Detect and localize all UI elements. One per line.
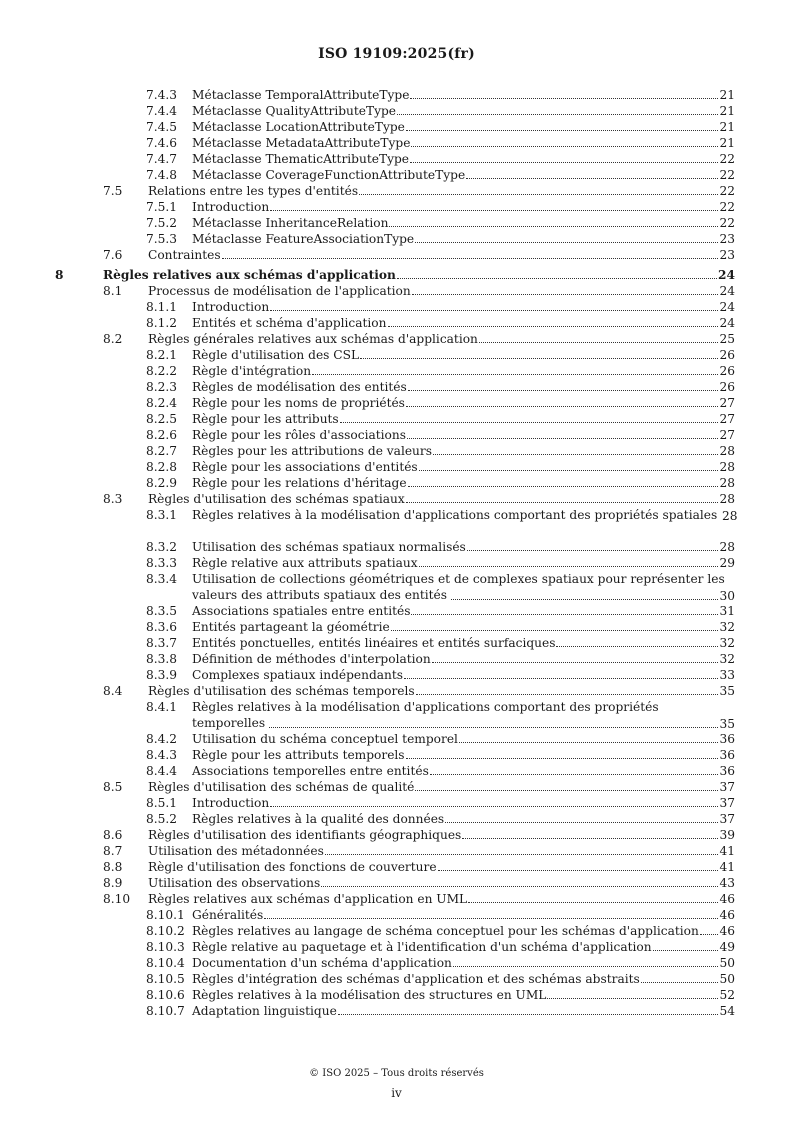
toc-entry[interactable] [0,891,793,907]
toc-entry-page: 24 [719,316,735,330]
toc-entry-title: Règle pour les attributs temporels [192,748,405,762]
toc-entry-page: 24 [719,284,735,298]
dot-leader [419,555,719,567]
toc-entry-title: Règles de modélisation des entités [192,380,407,394]
toc-entry-page: 25 [719,332,735,346]
dot-leader [388,315,719,327]
toc-entry-number: 8.2.6 [146,428,178,442]
toc-entry-title: Utilisation de collections géométriques et de complexes spatiaux pour représenter les valeurs des attributs spatiaux des entités [192,572,725,602]
toc-entry-title: Associations spatiales entre entités [192,604,411,618]
toc-entry-title: Règle pour les relations d'héritage [192,476,407,490]
dot-leader [468,891,718,903]
dot-leader [222,247,719,259]
toc-entry-number: 8.5.2 [146,812,178,826]
toc-entry-page: 39 [719,828,735,842]
toc-entry-title: Processus de modélisation de l'application [148,284,411,298]
toc-entry-page: 29 [719,556,735,570]
dot-leader [397,103,718,115]
toc-entry-title: Métaclasse InheritanceRelation [192,216,389,230]
toc-entry-number: 8.3.6 [146,620,178,634]
toc-entry-number: 7.4.4 [146,104,178,118]
toc-entry-page: 21 [719,88,735,102]
toc-entry-number: 7.5.2 [146,216,178,230]
toc-entry[interactable] [0,859,793,875]
toc-entry-title: Relations entre les types d'entités [148,184,359,198]
toc-entry[interactable] [0,315,793,331]
toc-entry-page: 46 [719,924,735,938]
toc-entry-number: 8.2.9 [146,476,178,490]
toc-entry[interactable] [0,491,793,507]
toc-entry-number: 8.4.1 [146,700,178,714]
toc-entry-title: Règle pour les attributs [192,412,339,426]
toc-entry-title: Contraintes [148,248,221,262]
dot-leader [411,603,718,615]
toc-entry-number: 7.4.5 [146,120,178,134]
toc-entry-number: 8.10.7 [146,1004,185,1018]
toc-entry-title: Utilisation des métadonnées [148,844,324,858]
toc-entry-number: 8 [55,268,64,282]
toc-entry-number: 7.5.3 [146,232,178,246]
toc-entry-number: 8.10.4 [146,956,185,970]
toc-entry-title: Associations temporelles entre entités [192,764,429,778]
toc-entry-page: 49 [719,940,735,954]
toc-entry-title: Métaclasse LocationAttributeType [192,120,405,134]
toc-entry-page: 22 [719,184,735,198]
toc-entry-number: 8.3.4 [146,572,178,586]
toc-entry-title: Métaclasse MetadataAttributeType [192,136,411,150]
document-header: ISO 19109:2025(fr) [318,46,475,62]
toc-entry-number: 8.4.3 [146,748,178,762]
dot-leader [430,763,719,775]
toc-entry-title: Entités partageant la géométrie [192,620,390,634]
toc-entry[interactable] [0,87,793,103]
toc-entry-title: Utilisation du schéma conceptuel temporel [192,732,458,746]
toc-entry[interactable] [0,987,793,1003]
toc-entry-page: 24 [719,300,735,314]
toc-entry-title: Règle relative aux attributs spatiaux [192,556,418,570]
dot-leader [547,987,718,999]
dot-leader [412,283,719,295]
toc-entry-title: Métaclasse TemporalAttributeType [192,88,410,102]
toc-entry-title: Métaclasse FeatureAssociationType [192,232,415,246]
dot-leader [391,619,719,631]
toc-entry-number: 8.10.1 [146,908,185,922]
dot-leader [453,955,719,967]
toc-entry[interactable] [0,827,793,843]
toc-entry[interactable] [0,939,793,955]
toc-entry[interactable] [0,247,793,263]
toc-entry[interactable] [0,363,793,379]
toc-entry-number: 8.6 [103,828,123,842]
toc-entry[interactable] [0,507,793,539]
toc-entry-number: 7.4.6 [146,136,178,150]
toc-entry[interactable] [0,731,793,747]
dot-leader [338,1003,719,1015]
toc-entry[interactable] [0,135,793,151]
toc-entry-title: Introduction [192,200,270,214]
toc-entry-page: 43 [719,876,735,890]
toc-entry[interactable] [0,395,793,411]
toc-entry-page: 37 [719,812,735,826]
dot-leader [416,683,719,695]
toc-entry-page: 36 [719,764,735,778]
dot-leader [407,427,718,439]
toc-entry[interactable] [0,167,793,183]
toc-entry-number: 8.3.8 [146,652,178,666]
toc-entry-title: Métaclasse ThematicAttributeType [192,152,409,166]
toc-entry-page: 26 [719,364,735,378]
toc-entry[interactable] [0,971,793,987]
toc-entry[interactable] [0,555,793,571]
toc-entry-page: 41 [719,860,735,874]
dot-leader [340,411,719,423]
toc-entry-number: 8.5 [103,780,123,794]
toc-entry-title: Règles d'utilisation des schémas de qualité [148,780,415,794]
toc-entry-title: Règle d'intégration [192,364,312,378]
toc-entry-page: 46 [719,908,735,922]
toc-entry-number: 8.2.5 [146,412,178,426]
dot-leader [419,459,719,471]
toc-entry-number: 7.5 [103,184,123,198]
toc-entry-title: Métaclasse CoverageFunctionAttributeType [192,168,466,182]
dot-leader [479,331,719,343]
dot-leader [397,267,717,279]
toc-entry-title: Introduction [192,300,270,314]
dot-leader [270,199,718,211]
toc-entry-title: Règle d'utilisation des fonctions de couverture [148,860,437,874]
toc-entry-title: Règles d'intégration des schémas d'application et des schémas abstraits [192,972,640,986]
toc-entry-page: 22 [719,168,735,182]
toc-entry[interactable] [0,795,793,811]
dot-leader [406,491,719,503]
toc-entry-title: Règles relatives aux schémas d'application [103,268,396,282]
toc-entry-page: 33 [719,668,735,682]
dot-leader [389,215,718,227]
toc-entry-number: 8.3.7 [146,636,178,650]
toc-entry[interactable] [0,683,793,699]
toc-entry-number: 8.3.9 [146,668,178,682]
dot-leader [360,347,718,359]
toc-entry-page: 22 [719,200,735,214]
toc-entry-title: Documentation d'un schéma d'application [192,956,452,970]
dot-leader [264,907,718,919]
toc-entry[interactable] [0,955,793,971]
dot-leader [270,795,718,807]
toc-entry[interactable] [0,151,793,167]
dot-leader [411,135,718,147]
toc-entry[interactable] [0,603,793,619]
toc-entry-number: 8.10 [103,892,131,906]
dot-leader [700,923,719,935]
toc-entry-title: Métaclasse QualityAttributeType [192,104,397,118]
toc-entry-page: 26 [719,380,735,394]
toc-entry-page: 32 [719,652,735,666]
toc-entry[interactable] [0,379,793,395]
toc-entry-number: 8.2.7 [146,444,178,458]
toc-entry[interactable] [0,923,793,939]
dot-leader [321,875,718,887]
toc-entry-number: 8.2.8 [146,460,178,474]
toc-entry-number: 8.1.2 [146,316,178,330]
dot-leader [459,731,719,743]
toc-entry[interactable] [0,843,793,859]
toc-entry-number: 8.10.3 [146,940,185,954]
toc-entry-page: 31 [719,604,735,618]
dot-leader [451,588,718,600]
toc-entry-title: Règles d'utilisation des identifiants géographiques [148,828,462,842]
toc-entry-page: 27 [719,428,735,442]
toc-entry[interactable] [0,635,793,651]
dot-leader [445,811,718,823]
toc-entry-title: Règle pour les associations d'entités [192,460,418,474]
toc-entry-title: Règles pour les attributions de valeurs [192,444,432,458]
toc-entry-title: Généralités [192,908,264,922]
toc-entry-title: Entités ponctuelles, entités linéaires et entités surfaciques [192,636,556,650]
toc-entry[interactable] [0,427,793,443]
toc-entry[interactable] [0,811,793,827]
dot-leader [467,539,719,551]
toc-entry-title: Règles relatives à la modélisation d'applications comportant des propriétés temporelles [192,700,659,730]
toc-entry-page: 26 [719,348,735,362]
toc-entry-title: Règles relatives à la modélisation d'applications comportant des propriétés spatiales [192,508,718,522]
toc-entry-page: 35 [719,717,735,731]
toc-entry[interactable] [0,215,793,231]
dot-leader [312,363,718,375]
toc-entry-number: 8.3 [103,492,123,506]
toc-entry-number: 8.3.1 [146,508,178,522]
copyright-footer: © ISO 2025 – Tous droits réservés [309,1068,484,1079]
dot-leader [433,443,719,455]
toc-entry-page: 37 [719,780,735,794]
toc-entry-title: Utilisation des observations [148,876,321,890]
toc-entry-title: Règle relative au paquetage et à l'identification d'un schéma d'application [192,940,652,954]
dot-leader [410,151,719,163]
dot-leader [462,827,718,839]
toc-entry-page: 28 [719,492,735,506]
dot-leader [415,779,718,791]
toc-entry[interactable] [0,651,793,667]
toc-entry-title: Règle d'utilisation des CSL [192,348,360,362]
dot-leader [653,939,719,951]
toc-entry[interactable] [0,459,793,475]
toc-entry-title: Définition de méthodes d'interpolation [192,652,431,666]
toc-entry-page: 24 [718,268,735,282]
toc-entry[interactable] [0,103,793,119]
toc-entry-title: Règle pour les noms de propriétés [192,396,405,410]
toc-entry-title: Utilisation des schémas spatiaux normalisés [192,540,466,554]
dot-leader [408,475,719,487]
toc-entry-page: 21 [719,104,735,118]
toc-entry[interactable] [0,331,793,347]
toc-entry-number: 8.3.3 [146,556,178,570]
toc-entry[interactable] [0,443,793,459]
toc-entry[interactable] [0,283,793,299]
toc-entry-number: 8.7 [103,844,123,858]
toc-entry[interactable] [0,183,793,199]
dot-leader [406,747,719,759]
toc-entry[interactable] [0,539,793,555]
toc-entry[interactable] [0,699,793,731]
dot-leader [438,859,719,871]
toc-entry[interactable] [0,1003,793,1019]
toc-entry-title: Adaptation linguistique [192,1004,337,1018]
toc-entry-page: 28 [719,444,735,458]
toc-entry-title: Introduction [192,796,270,810]
toc-entry-page: 28 [722,509,738,523]
toc-entry[interactable] [0,475,793,491]
toc-entry[interactable] [0,779,793,795]
toc-entry-page: 50 [719,956,735,970]
toc-entry-number: 8.2 [103,332,123,346]
toc-entry-title: Entités et schéma d'application [192,316,387,330]
toc-entry-title: Règles générales relatives aux schémas d'application [148,332,478,346]
toc-entry-title: Règles d'utilisation des schémas spatiaux [148,492,405,506]
toc-entry[interactable] [0,299,793,315]
dot-leader [270,299,718,311]
toc-entry[interactable] [0,907,793,923]
toc-entry-title: Règles d'utilisation des schémas temporels [148,684,415,698]
toc-entry-page: 32 [719,620,735,634]
toc-entry-title: Règles relatives à la qualité des données [192,812,445,826]
toc-entry-page: 32 [719,636,735,650]
toc-entry-number: 7.4.3 [146,88,178,102]
toc-entry-title: Règles relatives au langage de schéma conceptuel pour les schémas d'application [192,924,699,938]
toc-entry[interactable] [0,875,793,891]
toc-entry[interactable] [0,763,793,779]
toc-entry-page: 41 [719,844,735,858]
toc-entry-number: 8.8 [103,860,123,874]
toc-entry-page: 50 [719,972,735,986]
dot-leader [641,971,719,983]
dot-leader [432,651,719,663]
toc-entry-page: 36 [719,748,735,762]
toc-entry-number: 8.3.5 [146,604,178,618]
page-number: iv [391,1086,402,1100]
toc-entry-number: 8.9 [103,876,123,890]
dot-leader [415,231,718,243]
toc-entry[interactable] [0,667,793,683]
toc-entry-page: 54 [719,1004,735,1018]
toc-entry[interactable] [0,571,793,603]
dot-leader [410,87,718,99]
toc-entry-page: 30 [719,589,735,603]
dot-leader [408,379,719,391]
toc-entry[interactable] [0,347,793,363]
toc-entry-page: 21 [719,120,735,134]
toc-entry-number: 8.1.1 [146,300,178,314]
toc-entry-page: 52 [719,988,735,1002]
toc-entry[interactable] [0,747,793,763]
toc-entry-number: 8.10.2 [146,924,185,938]
toc-entry-page: 23 [719,232,735,246]
toc-entry[interactable] [0,119,793,135]
toc-entry[interactable] [0,231,793,247]
toc-entry-title: Complexes spatiaux indépendants [192,668,404,682]
toc-entry-page: 28 [719,540,735,554]
toc-entry[interactable] [0,199,793,215]
toc-entry-number: 7.4.8 [146,168,178,182]
toc-entry-number: 8.2.4 [146,396,178,410]
toc-entry-number: 8.10.6 [146,988,185,1002]
toc-entry-number: 7.6 [103,248,123,262]
toc-entry-number: 7.4.7 [146,152,178,166]
toc-entry-number: 8.4 [103,684,123,698]
toc-entry-number: 8.3.2 [146,540,178,554]
toc-entry-page: 27 [719,396,735,410]
toc-entry-number: 8.2.2 [146,364,178,378]
toc-entry-page: 28 [719,460,735,474]
toc-entry-title: Règles relatives aux schémas d'application en UML [148,892,468,906]
dot-leader [404,667,718,679]
toc-entry-page: 37 [719,796,735,810]
toc-entry[interactable] [0,411,793,427]
toc-entry-number: 8.4.4 [146,764,178,778]
toc-entry[interactable] [0,619,793,635]
dot-leader [325,843,719,855]
toc-entry-title: Règles relatives à la modélisation des structures en UML [192,988,547,1002]
toc-entry-page: 22 [719,216,735,230]
dot-leader [406,395,719,407]
toc-entry-title: Règle pour les rôles d'associations [192,428,406,442]
toc-entry-page: 46 [719,892,735,906]
toc-entry[interactable] [0,267,793,283]
dot-leader [556,635,718,647]
dot-leader [359,183,718,195]
toc-entry-number: 8.2.1 [146,348,178,362]
toc-entry-page: 27 [719,412,735,426]
toc-entry-page: 21 [719,136,735,150]
toc-entry-page: 22 [719,152,735,166]
toc-entry-number: 8.1 [103,284,123,298]
dot-leader [269,716,718,728]
toc-entry-page: 28 [719,476,735,490]
toc-entry-number: 8.2.3 [146,380,178,394]
toc-entry-number: 8.5.1 [146,796,178,810]
toc-entry-number: 7.5.1 [146,200,178,214]
toc-entry-number: 8.4.2 [146,732,178,746]
toc-entry-page: 23 [719,248,735,262]
toc-entry-number: 8.10.5 [146,972,185,986]
toc-entry-page: 35 [719,684,735,698]
dot-leader [466,167,718,179]
dot-leader [406,119,719,131]
toc-entry-page: 36 [719,732,735,746]
